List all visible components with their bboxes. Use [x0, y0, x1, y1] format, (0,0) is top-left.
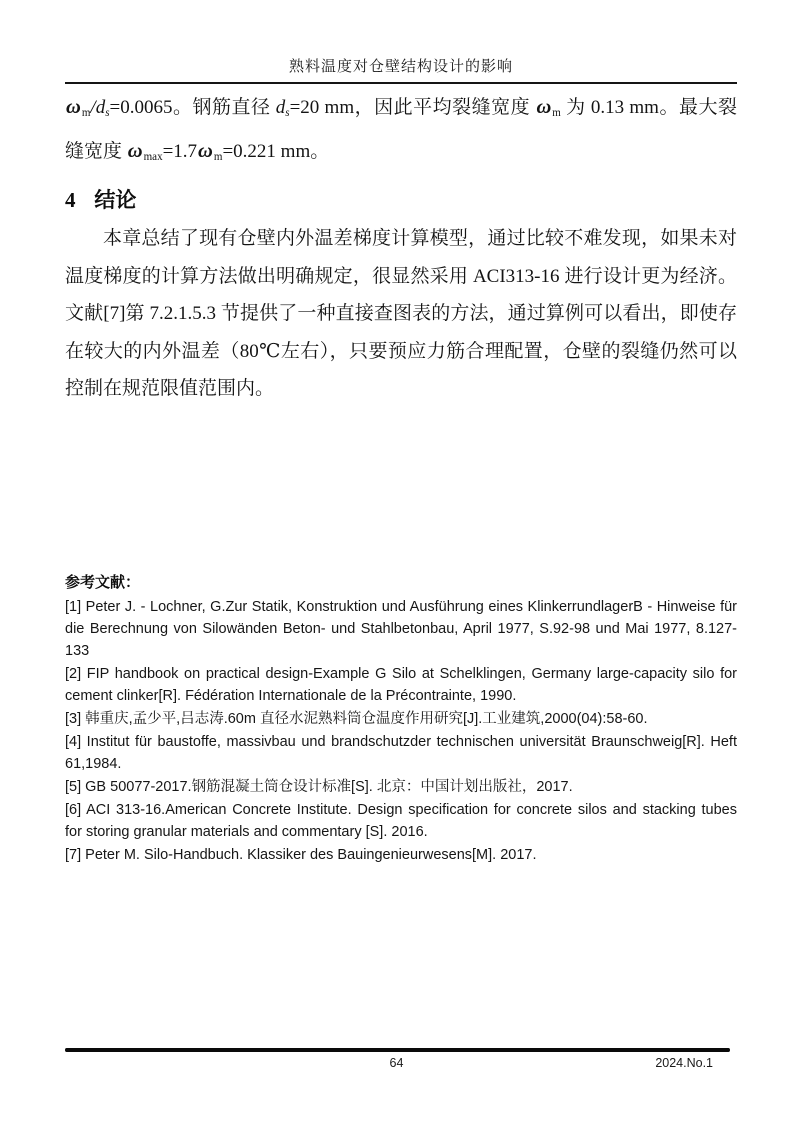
footer-issue-label: 2024.No.1: [655, 1056, 713, 1070]
reference-item: [1] Peter J. - Lochner, G.Zur Statik, Konstruktion und Ausführung eines KlinkerrundlagerB - Hinweise für die Berechnung von Silowänden Beton- und Stahlbetonbau, April 1977, S.92-98 und Mai 1977, 8.127-133: [65, 598, 737, 659]
running-header: [65, 0, 737, 84]
paper-page: [65, 0, 737, 1122]
running-header-title: 熟料温度对仓壁结构设计的影响: [288, 59, 513, 75]
reference-item: [2] FIP handbook on practical design-Example G Silo at Schelklingen, Germany large-capacity silo for cement clinker[R]. Fédération Internationale de la Précontrainte, 1990.: [65, 665, 737, 704]
reference-item: [4] Institut für baustoffe, massivbau und brandschutzder technischen universität Braunschweig[R]. Heft 61,1984.: [65, 733, 737, 772]
page-footer: [0, 1056, 793, 1076]
footer-rule: [65, 1048, 730, 1052]
reference-item: [3] 韩重庆,孟少平,吕志涛.60m 直径水泥熟料筒仓温度作用研究[J].工业建筑,2000(04):58-60.: [65, 710, 648, 727]
section-heading-conclusion: [65, 186, 737, 214]
footer-page-number: 64: [389, 1056, 404, 1070]
section-title: 结论: [94, 188, 137, 213]
reference-item: [6] ACI 313-16.American Concrete Institute. Design specification for concrete silos and stacking tubes for storing granular materials and commentary [S]. 2016.: [65, 801, 737, 840]
references-heading: 参考文献：: [65, 573, 141, 591]
references-section: [65, 571, 737, 866]
section-number: 4: [65, 188, 76, 213]
reference-item: [7] Peter M. Silo-Handbuch. Klassiker des Bauingenieurwesens[M]. 2017.: [65, 846, 537, 863]
paragraph-conclusion: 本章总结了现有仓壁内外温差梯度计算模型，通过比较不难发现，如果未对温度梯度的计算方法做出明确规定，很显然采用 ACI313-16 进行设计更为经济。文献[7]第 7.2.1.5.3 节提供了一种直接查图表的方法，通过算例可以看出，即使存在较大的内外温差（80℃左右），只要预应力筋合理配置，仓壁的裂缝仍然可以控制在规范限值范围内。: [65, 228, 737, 400]
paragraph-crack-width: $\omega_m/d_s=0.0065$。钢筋直径 $d_s=20$ mm，因此平均裂缝宽度 $\omega_m$ 为 0.13 mm。最大裂缝宽度 $\omega_{max}=1.7\omega_m=0.221$ mm。: [65, 96, 737, 163]
reference-item: [5] GB 50077-2017.钢筋混凝土筒仓设计标准[S]. 北京：中国计划出版社，2017.: [65, 778, 573, 795]
